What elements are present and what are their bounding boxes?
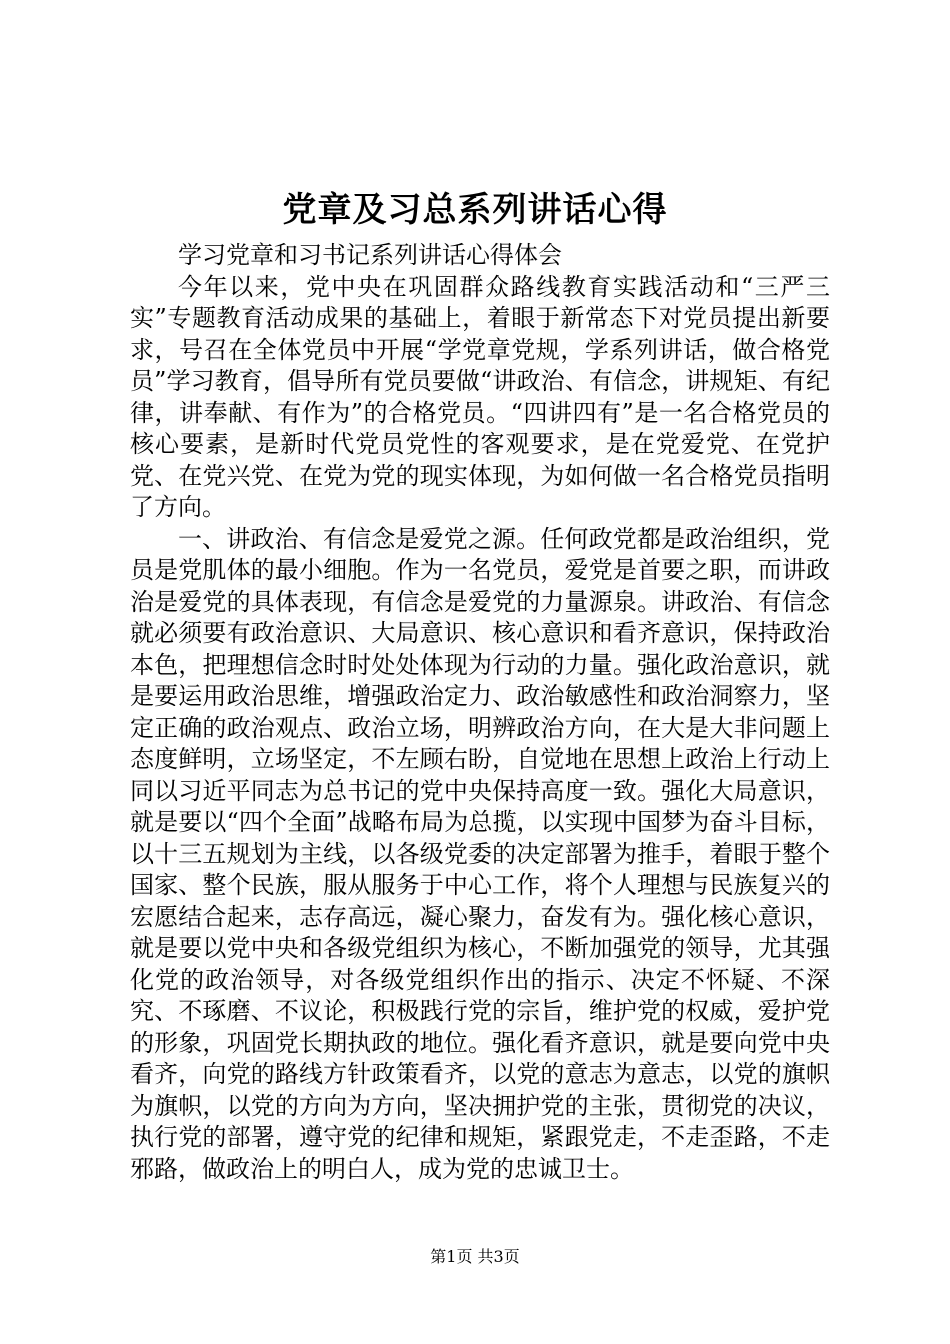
page-footer: 第1页 共3页	[430, 1247, 520, 1266]
document-title: 党章及习总系列讲话心得	[282, 190, 668, 230]
document-body	[130, 240, 830, 1185]
subtitle-paragraph: 学习党章和习书记系列讲话心得体会	[178, 241, 562, 269]
section-one-paragraph: 一、讲政治、有信念是爱党之源。任何政党都是政治组织，党员是党肌体的最小细胞。作为一名党员，爱党是首要之职，而讲政治是爱党的具体表现，有信念是爱党的力量源泉。讲政治、有信念就必须要有政治意识、大局意识、核心意识和看齐意识，保持政治本色，把理想信念时时处处体现为行动的力量。强化政治意识，就是要运用政治思维，增强政治定力、政治敏感性和政治洞察力，坚定正确的政治观点、政治立场，明辨政治方向，在大是大非问题上态度鲜明，立场坚定，不左顾右盼，自觉地在思想上政治上行动上同以习近平同志为总书记的党中央保持高度一致。强化大局意识，就是要以“四个全面”战略布局为总揽，以实现中国梦为奋斗目标，以十三五规划为主线，以各级党委的决定部署为推手，着眼于整个国家、整个民族，服从服务于中心工作，将个人理想与民族复兴的宏愿结合起来，志存高远，凝心聚力，奋发有为。强化核心意识，就是要以党中央和各级党组织为核心，不断加强党的领导，尤其强化党的政治领导，对各级党组织作出的指示、决定不怀疑、不深究、不琢磨、不议论，积极践行党的宗旨，维护党的权威，爱护党的形象，巩固党长期执政的地位。强化看齐意识，就是要向党中央看齐，向党的路线方针政策看齐，以党的意志为意志，以党的旗帜为旗帜，以党的方向为方向，坚决拥护党的主张，贯彻党的决议，执行党的部署，遵守党的纪律和规矩，紧跟党走，不走歪路，不走邪路，做政治上的明白人，成为党的忠诚卫士。	[130, 524, 830, 1183]
intro-paragraph: 今年以来，党中央在巩固群众路线教育实践活动和“三严三实”专题教育活动成果的基础上，着眼于新常态下对党员提出新要求，号召在全体党员中开展“学党章党规，学系列讲话，做合格党员”学习教育，倡导所有党员要做“讲政治、有信念，讲规矩、有纪律，讲奉献、有作为”的合格党员。“四讲四有”是一名合格党员的核心要素，是新时代党员党性的客观要求，是在党爱党、在党护党、在党兴党、在党为党的现实体现，为如何做一名合格党员指明了方向。	[130, 272, 830, 521]
